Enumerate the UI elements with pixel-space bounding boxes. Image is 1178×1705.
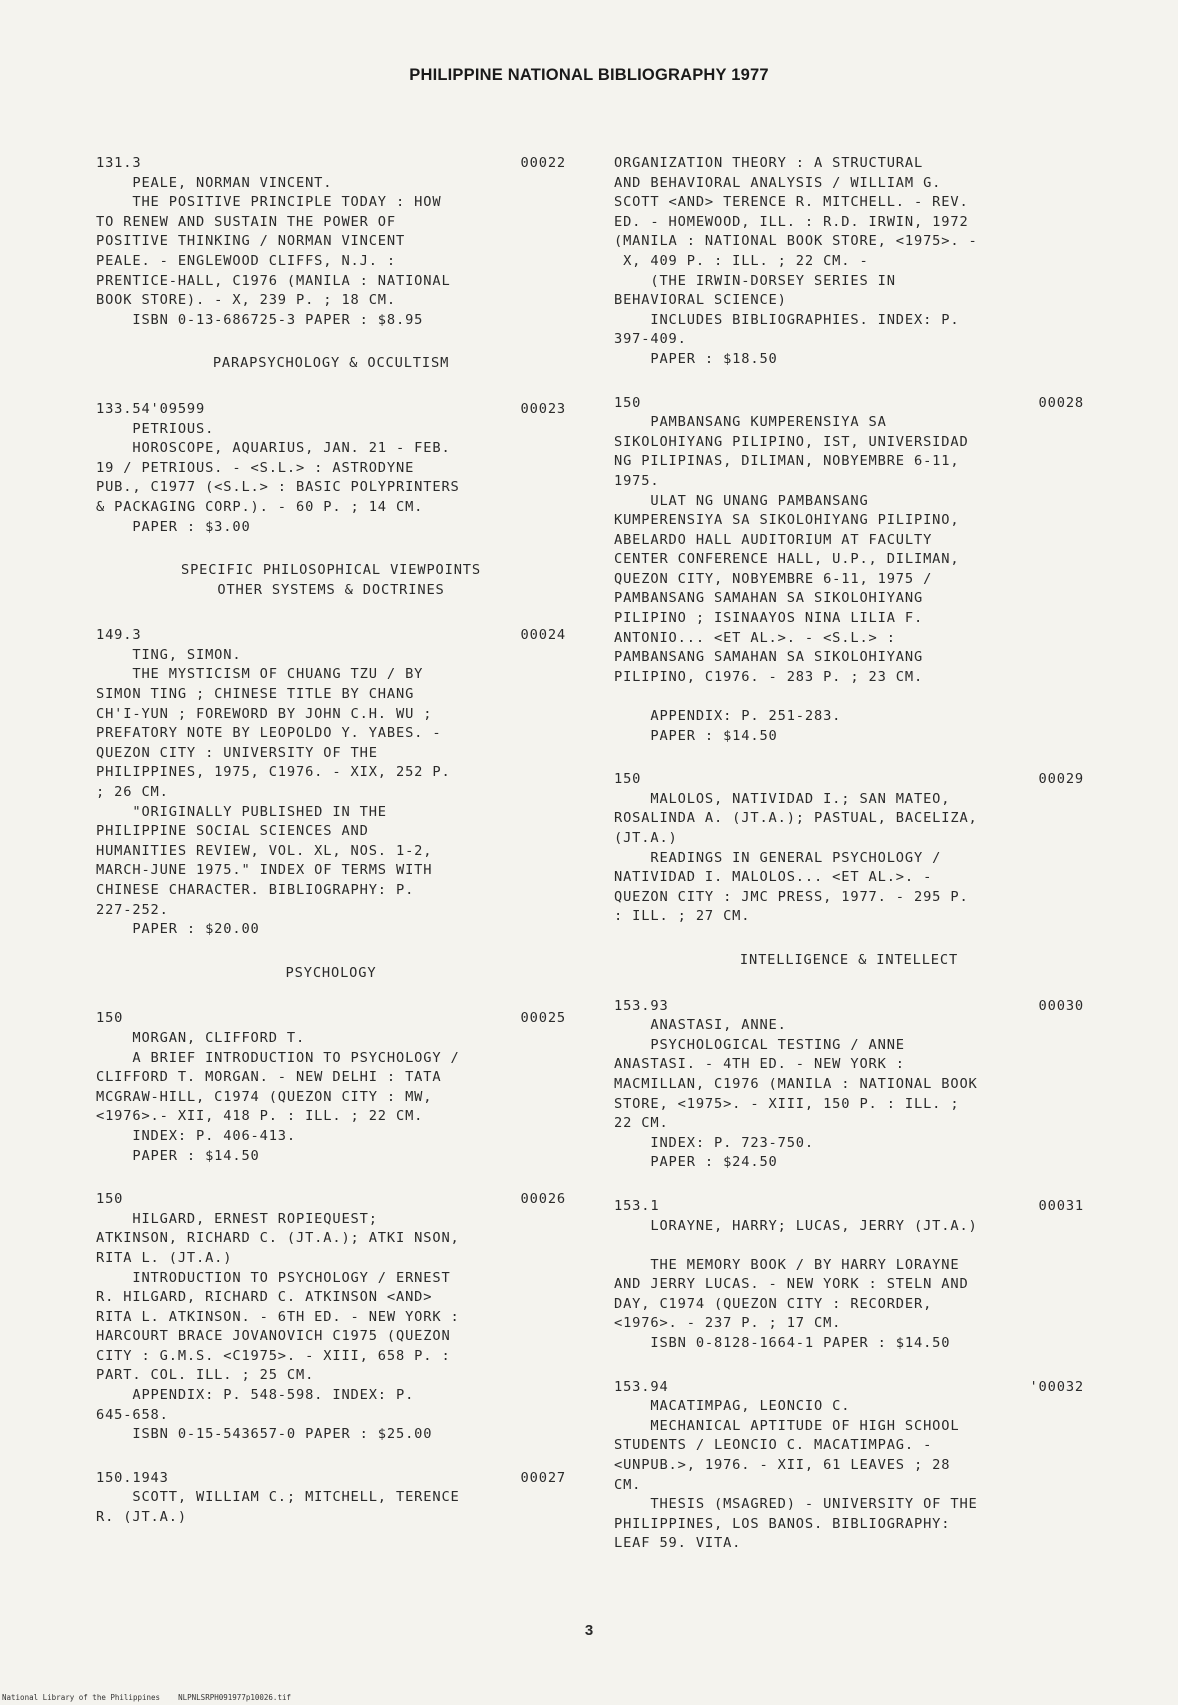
entry-text-line: INDEX: P. 406-413. bbox=[96, 1127, 296, 1144]
call-number: 150 bbox=[96, 1191, 124, 1208]
entry-text-line: READINGS IN GENERAL PSYCHOLOGY / bbox=[614, 849, 942, 866]
bibliography-entry bbox=[614, 394, 1084, 747]
entry-text-line: STUDENTS / LEONCIO C. MACATIMPAG. - bbox=[614, 1437, 933, 1454]
call-number: 150.1943 bbox=[96, 1469, 169, 1486]
entry-text-line: X, 409 P. : ILL. ; 22 CM. - bbox=[614, 252, 869, 269]
entry-text-line: LORAYNE, HARRY; LUCAS, JERRY (JT.A.) bbox=[614, 1217, 978, 1234]
entry-number: 00023 bbox=[520, 400, 566, 417]
entry-header bbox=[96, 154, 566, 174]
entry-text-line: MACMILLAN, C1976 (MANILA : NATIONAL BOOK bbox=[614, 1075, 978, 1092]
entry-text-line: DAY, C1974 (QUEZON CITY : RECORDER, bbox=[614, 1295, 933, 1312]
entry-text-line: HARCOURT BRACE JOVANOVICH C1975 (QUEZON bbox=[96, 1328, 451, 1345]
entry-text-line: LEAF 59. VITA. bbox=[614, 1535, 742, 1552]
entry-text-line: PAMBANSANG KUMPERENSIYA SA bbox=[614, 414, 887, 431]
section-heading-line: INTELLIGENCE & INTELLECT bbox=[739, 951, 959, 968]
entry-text-line: R. (JT.A.) bbox=[96, 1509, 187, 1526]
entry-text-line: CHINESE CHARACTER. BIBLIOGRAPHY: P. bbox=[96, 882, 415, 898]
entry-text-line: (MANILA : NATIONAL BOOK STORE, <1975>. - bbox=[614, 233, 978, 250]
entry-text-line: ISBN 0-15-543657-0 PAPER : $25.00 bbox=[96, 1426, 433, 1443]
entry-text-line: ATKINSON, RICHARD C. (JT.A.); ATKI NSON, bbox=[96, 1230, 460, 1247]
entry-header bbox=[96, 1190, 566, 1210]
entry-text-line: ED. - HOMEWOOD, ILL. : R.D. IRWIN, 1972 bbox=[614, 213, 969, 230]
bibliography-entry bbox=[96, 154, 566, 330]
entry-text-line bbox=[614, 1236, 1084, 1256]
entry-text-line: PAPER : $24.50 bbox=[614, 1154, 778, 1171]
entry-text-line: CLIFFORD T. MORGAN. - NEW DELHI : TATA bbox=[96, 1069, 442, 1086]
entry-text-line: ANASTASI. - 4TH ED. - NEW YORK : bbox=[614, 1056, 905, 1073]
entry-text-line: CM. bbox=[614, 1476, 642, 1493]
left-column bbox=[96, 154, 566, 1552]
entry-text-line: ANASTASI, ANNE. bbox=[614, 1017, 787, 1034]
entry-text-line: MORGAN, CLIFFORD T. bbox=[96, 1029, 306, 1046]
entry-text-line: THE POSITIVE PRINCIPLE TODAY : HOW bbox=[96, 194, 442, 211]
entry-text-line: 1975. bbox=[614, 472, 660, 489]
source-note: National Library of the Philippines NLPNLSRPH091977p10026.tif bbox=[2, 1693, 291, 1702]
entry-text-line: THE MEMORY BOOK / BY HARRY LORAYNE bbox=[614, 1256, 960, 1273]
entry-header bbox=[96, 626, 566, 646]
entry-text-line: PEALE, NORMAN VINCENT. bbox=[96, 174, 333, 191]
entry-text-line: PHILIPPINE SOCIAL SCIENCES AND bbox=[96, 823, 369, 840]
entry-text-line: PAPER : $18.50 bbox=[614, 350, 778, 367]
entry-text-line: <UNPUB.>, 1976. - XII, 61 LEAVES ; 28 bbox=[614, 1457, 951, 1474]
entry-text-line: MARCH-JUNE 1975." INDEX OF TERMS WITH bbox=[96, 862, 433, 879]
entry-text-line: & PACKAGING CORP.). - 60 P. ; 14 CM. bbox=[96, 498, 424, 515]
entry-text-line: TO RENEW AND SUSTAIN THE POWER OF bbox=[96, 213, 396, 230]
entry-text-line: HOROSCOPE, AQUARIUS, JAN. 21 - FEB. bbox=[96, 440, 451, 457]
bibliography-entry bbox=[96, 626, 566, 940]
entry-text-line: <1976>. - 237 P. ; 17 CM. bbox=[614, 1315, 842, 1332]
entry-text-line: PILIPINO ; ISINAAYOS NINA LILIA F. bbox=[614, 610, 924, 627]
entry-text-line: ROSALINDA A. (JT.A.); PASTUAL, BACELIZA, bbox=[614, 810, 978, 827]
entry-number: 00027 bbox=[520, 1469, 566, 1486]
entry-text-line: ORGANIZATION THEORY : A STRUCTURAL bbox=[614, 155, 924, 171]
entry-text-line: MALOLOS, NATIVIDAD I.; SAN MATEO, bbox=[614, 790, 951, 807]
entry-text-line: PAPER : $20.00 bbox=[96, 921, 260, 938]
bibliography-entry bbox=[614, 1378, 1084, 1554]
section-heading bbox=[96, 354, 566, 374]
entry-text-line: CITY : G.M.S. <C1975>. - XIII, 658 P. : bbox=[96, 1347, 451, 1364]
bibliography-entry bbox=[96, 1190, 566, 1445]
entry-text-line: PAPER : $14.50 bbox=[614, 727, 778, 744]
entry-number: 00031 bbox=[1038, 1197, 1084, 1214]
entry-number: '00032 bbox=[1029, 1378, 1084, 1395]
entry-text-line: PART. COL. ILL. ; 25 CM. bbox=[96, 1367, 315, 1384]
entry-text-line: R. HILGARD, RICHARD C. ATKINSON <AND> bbox=[96, 1289, 433, 1306]
entry-text-line: CH'I-YUN ; FOREWORD BY JOHN C.H. WU ; bbox=[96, 705, 433, 722]
entry-text-line: KUMPERENSIYA SA SIKOLOHIYANG PILIPINO, bbox=[614, 512, 960, 529]
entry-text-line: : ILL. ; 27 CM. bbox=[614, 908, 751, 925]
entry-text-line: AND BEHAVIORAL ANALYSIS / WILLIAM G. bbox=[614, 174, 942, 191]
entry-text-line: RITA L. ATKINSON. - 6TH ED. - NEW YORK : bbox=[96, 1308, 460, 1325]
entry-text-line: PHILIPPINES, 1975, C1976. - XIX, 252 P. bbox=[96, 764, 451, 781]
entry-text-line: PAMBANSANG SAMAHAN SA SIKOLOHIYANG bbox=[614, 649, 924, 666]
entry-text-line: ISBN 0-13-686725-3 PAPER : $8.95 bbox=[96, 311, 424, 328]
call-number: 131.3 bbox=[96, 155, 142, 171]
section-heading bbox=[614, 951, 1084, 971]
bibliography-entry bbox=[96, 400, 566, 537]
entry-text-line: 227-252. bbox=[96, 901, 169, 918]
entry-text-line: PILIPINO, C1976. - 283 P. ; 23 CM. bbox=[614, 668, 924, 685]
entry-text-line: 645-658. bbox=[96, 1406, 169, 1423]
entry-text-line: CENTER CONFERENCE HALL, U.P., DILIMAN, bbox=[614, 551, 960, 568]
entry-number: 00024 bbox=[520, 627, 566, 644]
entry-header bbox=[96, 1469, 566, 1489]
entry-text-line: ISBN 0-8128-1664-1 PAPER : $14.50 bbox=[614, 1335, 951, 1352]
entry-text-line: 22 CM. bbox=[614, 1115, 669, 1132]
entry-text-line: NATIVIDAD I. MALOLOS... <ET AL.>. - bbox=[614, 869, 933, 886]
entry-text-line: ; 26 CM. bbox=[96, 784, 169, 801]
entry-text-line: APPENDIX: P. 251-283. bbox=[614, 708, 842, 725]
call-number: 153.1 bbox=[614, 1197, 660, 1214]
entry-text-line: MACATIMPAG, LEONCIO C. bbox=[614, 1398, 851, 1415]
entry-number: 00025 bbox=[520, 1010, 566, 1027]
entry-text-line: AND JERRY LUCAS. - NEW YORK : STELN AND bbox=[614, 1276, 969, 1293]
bibliography-entry bbox=[96, 1469, 566, 1528]
call-number: 150 bbox=[614, 771, 642, 788]
entry-text-line: PAPER : $14.50 bbox=[96, 1147, 260, 1164]
section-heading bbox=[96, 561, 566, 600]
right-column bbox=[614, 154, 1084, 1578]
entry-text-line: PEALE. - ENGLEWOOD CLIFFS, N.J. : bbox=[96, 252, 396, 269]
entry-text-line: TING, SIMON. bbox=[96, 646, 242, 663]
entry-text-line: HUMANITIES REVIEW, VOL. XL, NOS. 1-2, bbox=[96, 842, 433, 859]
entry-text-line: PHILIPPINES, LOS BANOS. BIBLIOGRAPHY: bbox=[614, 1515, 951, 1532]
entry-number: 00022 bbox=[520, 155, 566, 171]
entry-header bbox=[614, 997, 1084, 1017]
entry-header bbox=[614, 394, 1084, 414]
entry-text-line: PUB., C1977 (<S.L.> : BASIC POLYPRINTERS bbox=[96, 479, 460, 496]
entry-text-line: (JT.A.) bbox=[614, 830, 678, 846]
entry-header bbox=[96, 1009, 566, 1029]
section-heading-line: SPECIFIC PHILOSOPHICAL VIEWPOINTS bbox=[181, 562, 481, 579]
entry-text-line: PREFATORY NOTE BY LEOPOLDO Y. YABES. - bbox=[96, 725, 442, 742]
call-number: 150 bbox=[614, 394, 642, 411]
entry-text-line: SIMON TING ; CHINESE TITLE BY CHANG bbox=[96, 686, 415, 703]
section-heading bbox=[96, 964, 566, 984]
entry-text-line: "ORIGINALLY PUBLISHED IN THE bbox=[96, 803, 387, 820]
page-number: 3 bbox=[584, 1622, 594, 1639]
entry-text-line: ABELARDO HALL AUDITORIUM AT FACULTY bbox=[614, 531, 933, 548]
entry-text-line: INDEX: P. 723-750. bbox=[614, 1134, 814, 1151]
entry-text-line: BEHAVIORAL SCIENCE) bbox=[614, 292, 787, 309]
entry-text-line: APPENDIX: P. 548-598. INDEX: P. bbox=[96, 1387, 415, 1404]
entry-text-line: SCOTT <AND> TERENCE R. MITCHELL. - REV. bbox=[614, 194, 969, 211]
call-number: 153.94 bbox=[614, 1378, 669, 1395]
entry-text-line: SCOTT, WILLIAM C.; MITCHELL, TERENCE bbox=[96, 1489, 460, 1506]
entry-text-line: HILGARD, ERNEST ROPIEQUEST; bbox=[96, 1210, 378, 1227]
entry-text-line: POSITIVE THINKING / NORMAN VINCENT bbox=[96, 233, 406, 250]
entry-text-line: BOOK STORE). - X, 239 P. ; 18 CM. bbox=[96, 292, 396, 309]
entry-text-line: PSYCHOLOGICAL TESTING / ANNE bbox=[614, 1036, 905, 1053]
entry-text-line: 397-409. bbox=[614, 331, 687, 348]
page-title: PHILIPPINE NATIONAL BIBLIOGRAPHY 1977 bbox=[409, 66, 769, 84]
entry-number: 00029 bbox=[1038, 771, 1084, 788]
entry-text-line: QUEZON CITY, NOBYEMBRE 6-11, 1975 / bbox=[614, 570, 933, 587]
entry-text-line: A BRIEF INTRODUCTION TO PSYCHOLOGY / bbox=[96, 1049, 460, 1066]
entry-header bbox=[614, 1378, 1084, 1398]
entry-text-line: THESIS (MSAGRED) - UNIVERSITY OF THE bbox=[614, 1496, 978, 1513]
entry-text-line: QUEZON CITY : JMC PRESS, 1977. - 295 P. bbox=[614, 888, 969, 905]
entry-text-line: RITA L. (JT.A.) bbox=[96, 1249, 233, 1266]
bibliography-entry bbox=[96, 1009, 566, 1166]
entry-header bbox=[96, 400, 566, 420]
entry-number: 00028 bbox=[1038, 394, 1084, 411]
call-number: 149.3 bbox=[96, 627, 142, 644]
entry-text-line: 19 / PETRIOUS. - <S.L.> : ASTRODYNE bbox=[96, 459, 415, 476]
section-heading-line: PSYCHOLOGY bbox=[285, 964, 377, 981]
bibliography-entry bbox=[614, 770, 1084, 927]
entry-text-line: MCGRAW-HILL, C1974 (QUEZON CITY : MW, bbox=[96, 1088, 433, 1105]
entry-number: 00030 bbox=[1038, 997, 1084, 1014]
entry-text-line: PETRIOUS. bbox=[96, 420, 215, 437]
entry-header bbox=[614, 1197, 1084, 1217]
bibliography-entry bbox=[614, 997, 1084, 1173]
entry-text-line: QUEZON CITY : UNIVERSITY OF THE bbox=[96, 744, 378, 761]
entry-continuation bbox=[614, 154, 1084, 370]
call-number: 153.93 bbox=[614, 997, 669, 1014]
entry-header bbox=[614, 770, 1084, 790]
entry-text-line: SIKOLOHIYANG PILIPINO, IST, UNIVERSIDAD bbox=[614, 433, 969, 450]
entry-text-line: MECHANICAL APTITUDE OF HIGH SCHOOL bbox=[614, 1417, 960, 1434]
call-number: 133.54'09599 bbox=[96, 400, 206, 417]
entry-text-line: INTRODUCTION TO PSYCHOLOGY / ERNEST bbox=[96, 1269, 451, 1286]
call-number: 150 bbox=[96, 1010, 124, 1027]
entry-number: 00026 bbox=[520, 1191, 566, 1208]
entry-text-line: <1976>.- XII, 418 P. : ILL. ; 22 CM. bbox=[96, 1108, 424, 1125]
section-heading-line: OTHER SYSTEMS & DOCTRINES bbox=[217, 581, 445, 598]
entry-text-line: THE MYSTICISM OF CHUANG TZU / BY bbox=[96, 666, 424, 683]
entry-text-line: PRENTICE-HALL, C1976 (MANILA : NATIONAL bbox=[96, 272, 451, 289]
entry-text-line: PAPER : $3.00 bbox=[96, 518, 251, 535]
entry-text-line: ULAT NG UNANG PAMBANSANG bbox=[614, 492, 869, 509]
entry-text-line: INCLUDES BIBLIOGRAPHIES. INDEX: P. bbox=[614, 311, 960, 328]
entry-text-line bbox=[614, 687, 1084, 707]
entry-text-line: NG PILIPINAS, DILIMAN, NOBYEMBRE 6-11, bbox=[614, 453, 960, 470]
entry-text-line: ANTONIO... <ET AL.>. - <S.L.> : bbox=[614, 629, 896, 646]
entry-text-line: PAMBANSANG SAMAHAN SA SIKOLOHIYANG bbox=[614, 590, 924, 607]
section-heading-line: PARAPSYCHOLOGY & OCCULTISM bbox=[212, 355, 450, 372]
entry-text-line: (THE IRWIN-DORSEY SERIES IN bbox=[614, 272, 896, 289]
bibliography-entry bbox=[614, 1197, 1084, 1354]
entry-text-line: STORE, <1975>. - XIII, 150 P. : ILL. ; bbox=[614, 1095, 960, 1112]
